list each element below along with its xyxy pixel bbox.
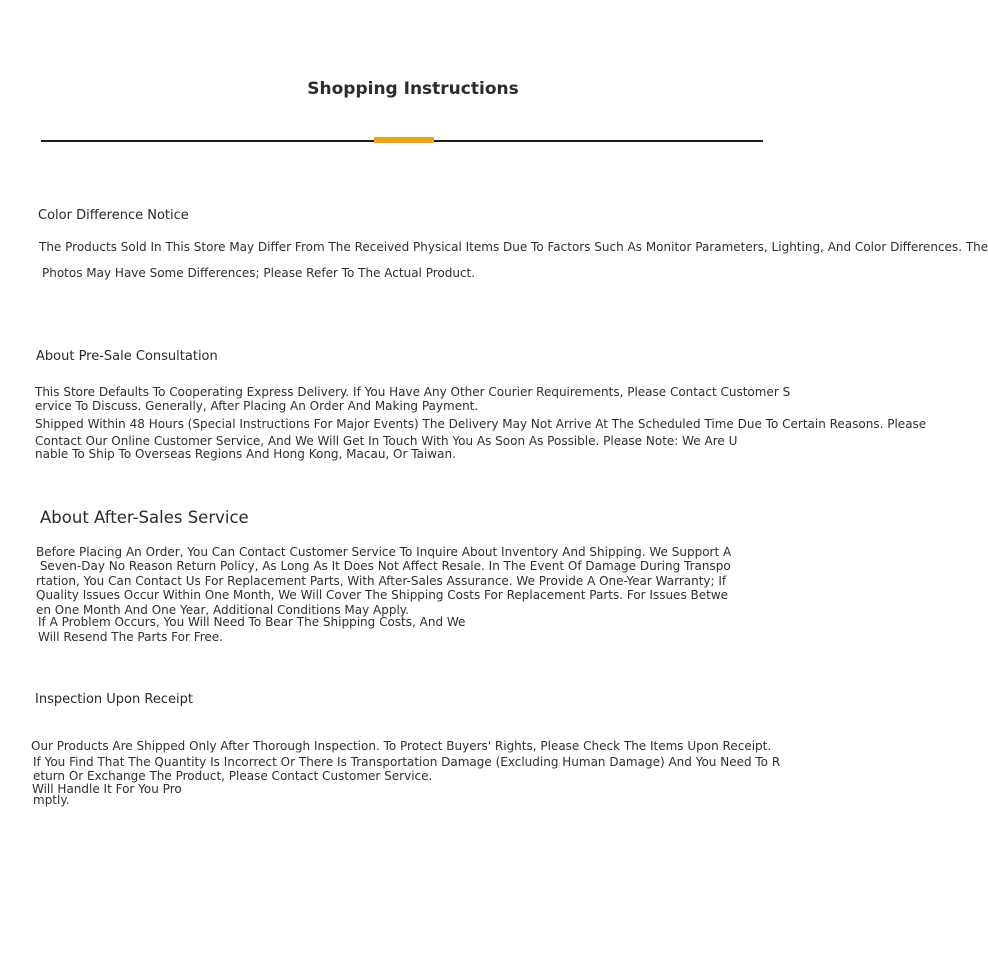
- inspection-line-2: If You Find That The Quantity Is Incorrect Or There Is Transportation Damage (Excluding Human Damage) And You Need To R: [33, 755, 781, 769]
- pre-sale-line-4: Contact Our Online Customer Service, And We Will Get In Touch With You As Soon As Possible. Please Note: We Are U: [35, 434, 738, 448]
- pre-sale-heading: About Pre-Sale Consultation: [36, 349, 218, 364]
- inspection-line-5: mptly.: [33, 793, 70, 807]
- after-sales-line-3: rtation, You Can Contact Us For Replacement Parts, With After-Sales Assurance. We Provide A One-Year Warranty; If: [36, 574, 727, 588]
- inspection-line-3: eturn Or Exchange The Product, Please Contact Customer Service.: [33, 769, 433, 783]
- after-sales-line-4: Quality Issues Occur Within One Month, We Will Cover The Shipping Costs For Replacement Parts. For Issues Betwe: [36, 588, 729, 602]
- after-sales-line-1: Before Placing An Order, You Can Contact Customer Service To Inquire About Inventory And Shipping. We Support A: [36, 545, 732, 559]
- inspection-line-1: Our Products Are Shipped Only After Thorough Inspection. To Protect Buyers' Rights, Please Check The Items Upon Receipt.: [31, 739, 772, 753]
- after-sales-heading: About After-Sales Service: [40, 508, 249, 527]
- pre-sale-line-1: This Store Defaults To Cooperating Express Delivery. If You Have Any Other Courier Requirements, Please Contact Customer S: [35, 385, 791, 399]
- color-notice-line-2: Photos May Have Some Differences; Please Refer To The Actual Product.: [42, 266, 476, 280]
- after-sales-line-7: Will Resend The Parts For Free.: [38, 630, 224, 644]
- inspection-line-4: Will Handle It For You Pro: [32, 782, 182, 796]
- inspection-heading: Inspection Upon Receipt: [35, 692, 193, 707]
- pre-sale-line-3: Shipped Within 48 Hours (Special Instructions For Major Events) The Delivery May Not Arrive At The Scheduled Time Due To Certain Reasons. Please: [35, 417, 927, 431]
- pre-sale-line-2: ervice To Discuss. Generally, After Placing An Order And Making Payment.: [35, 399, 479, 413]
- pre-sale-line-5: nable To Ship To Overseas Regions And Hong Kong, Macau, Or Taiwan.: [35, 447, 456, 461]
- color-notice-line-1: The Products Sold In This Store May Differ From The Received Physical Items Due To Factors Such As Monitor Parameters, Lighting, And Color Differences. The: [39, 240, 988, 254]
- title-accent-bar: [374, 137, 434, 143]
- after-sales-line-2: Seven-Day No Reason Return Policy, As Long As It Does Not Affect Resale. In The Event Of Damage During Transpo: [36, 559, 731, 573]
- page-title: Shopping Instructions: [307, 79, 519, 99]
- color-notice-heading: Color Difference Notice: [38, 208, 189, 223]
- after-sales-line-5: en One Month And One Year, Additional Conditions May Apply.: [36, 603, 409, 617]
- after-sales-line-6: If A Problem Occurs, You Will Need To Bear The Shipping Costs, And We: [38, 615, 466, 629]
